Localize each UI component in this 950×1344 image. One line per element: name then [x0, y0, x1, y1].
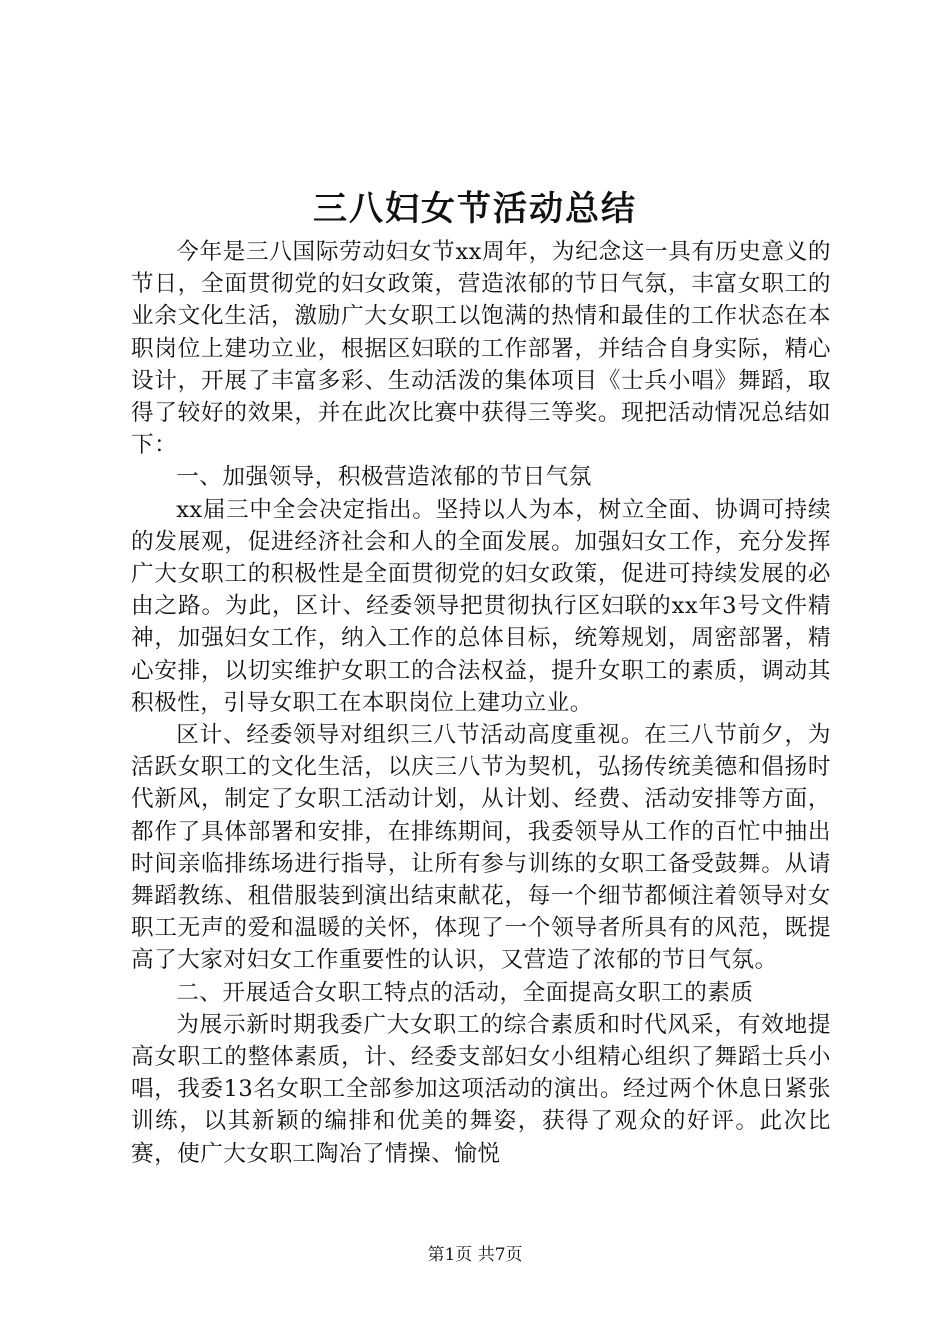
- paragraph-section-2-a: 为展示新时期我委广大女职工的综合素质和时代风采，有效地提高女职工的整体素质，计、经委支部妇女小组精心组织了舞蹈士兵小唱，我委13名女职工全部参加这项活动的演出。经过两个休息日紧张训练，以其新颖的编排和优美的舞姿，获得了观众的好评。此次比赛，使广大女职工陶冶了情操、愉悦: [131, 1011, 831, 1167]
- paragraph-section-1-b: 区计、经委领导对组织三八节活动高度重视。在三八节前夕，为活跃女职工的文化生活，以庆三八节为契机，弘扬传统美德和倡扬时代新风，制定了女职工活动计划，从计划、经费、活动安排等方面，都作了具体部署和安排，在排练期间，我委领导从工作的百忙中抽出时间亲临排练场进行指导，让所有参与训练的女职工备受鼓舞。从请舞蹈教练、租借服装到演出结束献花，每一个细节都倾注着领导对女职工无声的爱和温暖的关怀，体现了一个领导者所具有的风范，既提高了大家对妇女工作重要性的认识，又营造了浓郁的节日气氛。: [131, 722, 831, 974]
- paragraph-section-1-a: xx届三中全会决定指出。坚持以人为本，树立全面、协调可持续的发展观，促进经济社会和人的全面发展。加强妇女工作，充分发挥广大女职工的积极性是全面贯彻党的妇女政策，促进可持续发展的必由之路。为此，区计、经委领导把贯彻执行区妇联的xx年3号文件精神，加强妇女工作，纳入工作的总体目标，统筹规划，周密部署，精心安排，以切实维护女职工的合法权益，提升女职工的素质，调动其积极性，引导女职工在本职岗位上建功立业。: [131, 496, 831, 716]
- paragraph-intro: 今年是三八国际劳动妇女节xx周年，为纪念这一具有历史意义的节日，全面贯彻党的妇女政策，营造浓郁的节日气氛，丰富女职工的业余文化生活，激励广大女职工以饱满的热情和最佳的工作状态在本职岗位上建功立业，根据区妇联的工作部署，并结合自身实际，精心设计，开展了丰富多彩、生动活泼的集体项目《士兵小唱》舞蹈，取得了较好的效果，并在此次比赛中获得三等奖。现把活动情况总结如下：: [131, 239, 831, 459]
- section-heading-1: 一、加强领导，积极营造浓郁的节日气氛: [176, 464, 592, 491]
- document-body: [131, 236, 831, 1170]
- page-number-footer: 第1页 共7页: [427, 1245, 523, 1265]
- document-title: 三八妇女节活动总结: [313, 189, 637, 229]
- section-heading-2: 二、开展适合女职工特点的活动，全面提高女职工的素质: [176, 979, 754, 1006]
